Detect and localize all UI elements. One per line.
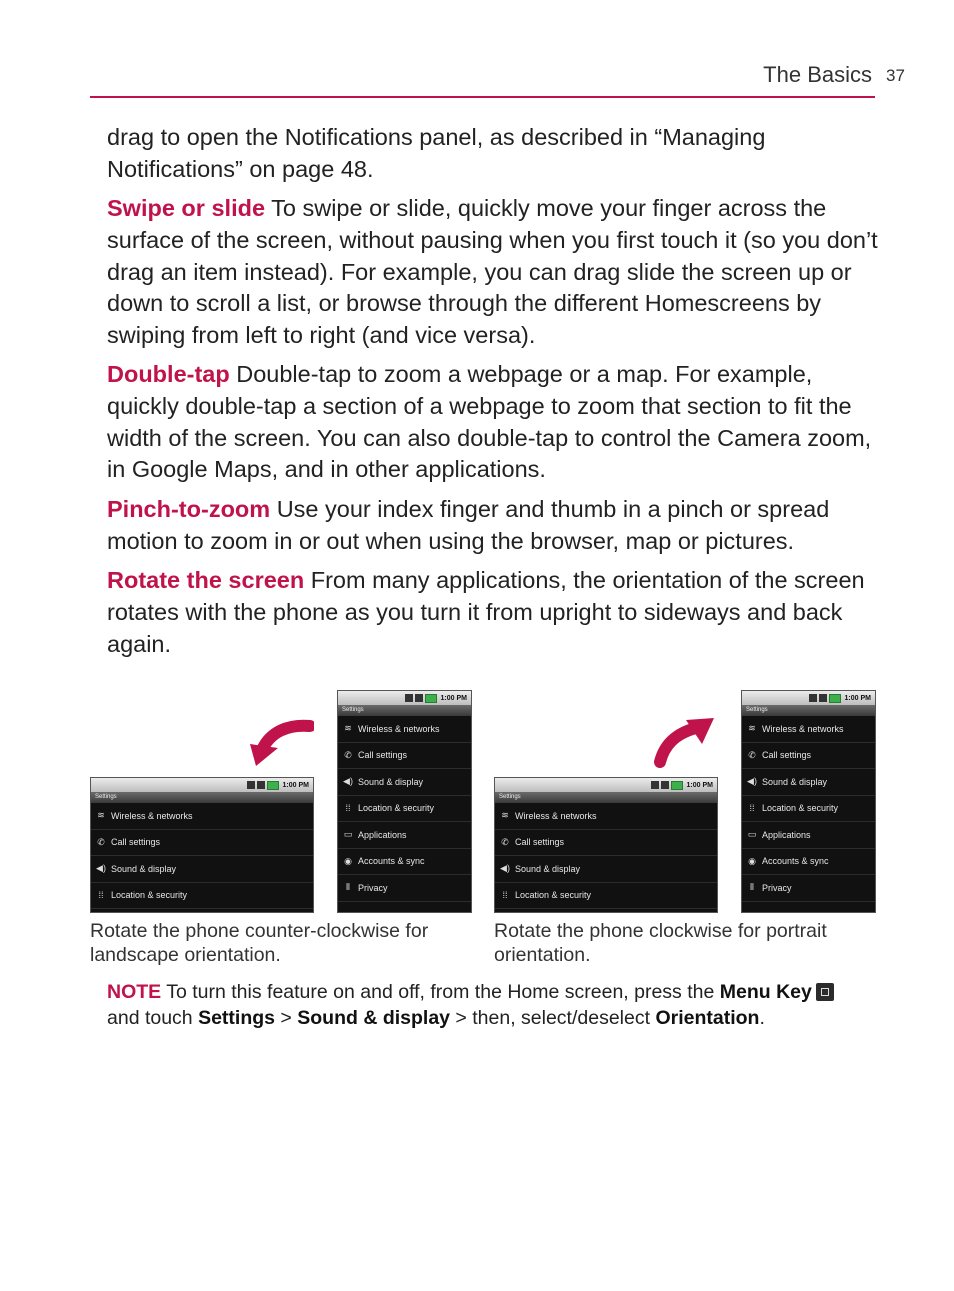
menu-key-label: Menu Key (719, 981, 812, 1003)
row-label: Location & security (515, 890, 592, 901)
wifi-icon: ≋ (97, 810, 105, 821)
row-label: Sound & display (515, 863, 581, 874)
page-number: 37 (886, 66, 905, 85)
row-label: Applications (358, 829, 407, 840)
pinch-text: Use your index finger and thumb in a pinch or spread motion to zoom in or out when using the browser, map or pictures. (107, 496, 830, 554)
sync-icon: ◉ (344, 855, 352, 866)
status-bar (495, 778, 717, 792)
signal-icon (247, 781, 255, 789)
signal-icon (809, 694, 817, 702)
phone-icon: ✆ (748, 749, 756, 760)
sound-display-label: Sound & display (297, 1006, 451, 1029)
signal-icon (651, 781, 659, 789)
row-label: Wireless & networks (515, 810, 597, 821)
row-label: Call settings (358, 750, 408, 761)
status-bar (91, 778, 313, 792)
settings-row (338, 849, 471, 876)
row-label: Privacy (358, 882, 388, 893)
settings-row (742, 769, 875, 796)
row-label: Call settings (515, 837, 565, 848)
row-label: Call settings (111, 837, 161, 848)
landscape-screenshot-left (90, 777, 314, 913)
status-time: 1:00 PM (282, 781, 309, 789)
wifi-icon: ≋ (344, 723, 352, 734)
grid-icon: ⁞⁞ (345, 803, 351, 814)
doubletap-paragraph (107, 359, 882, 486)
settings-row (338, 716, 471, 743)
row-label: Location & security (358, 803, 435, 814)
speaker-icon: ◀) (343, 776, 353, 787)
settings-row (742, 849, 875, 876)
orientation-label: Orientation (655, 1006, 760, 1029)
caption-right: Rotate the phone clockwise for portrait orientation. (494, 920, 827, 966)
phone-icon: ✆ (344, 749, 352, 760)
status-time: 1:00 PM (440, 694, 467, 702)
settings-row (338, 769, 471, 796)
settings-row (495, 830, 717, 857)
settings-row (338, 796, 471, 823)
row-label: Sound & display (358, 776, 424, 787)
header-title: The Basics (763, 62, 872, 87)
row-label: Accounts & sync (762, 856, 829, 867)
settings-row (495, 883, 717, 910)
speaker-icon: ◀) (500, 863, 510, 874)
privacy-icon: ⦀ (750, 882, 754, 893)
privacy-icon: ⦀ (346, 882, 350, 893)
signal-icon (405, 694, 413, 702)
rotate-term: Rotate the screen (107, 567, 305, 593)
battery-icon (671, 781, 683, 790)
network-icon (661, 781, 669, 789)
note-text-1: To turn this feature on and off, from the Home screen, press the (161, 981, 720, 1003)
row-label: Location & security (111, 890, 188, 901)
rotate-paragraph (107, 565, 882, 660)
pinch-paragraph (107, 494, 882, 558)
grid-icon: ⁞⁞ (749, 803, 755, 814)
portrait-screenshot-left (337, 690, 472, 913)
row-label: Wireless & networks (111, 810, 193, 821)
row-label: Wireless & networks (358, 723, 440, 734)
sync-icon: ◉ (748, 855, 756, 866)
apps-icon: ▭ (343, 829, 353, 840)
note-label: NOTE (107, 981, 162, 1003)
status-time: 1:00 PM (844, 694, 871, 702)
network-icon (257, 781, 265, 789)
header-rule (90, 96, 875, 98)
status-time: 1:00 PM (686, 781, 713, 789)
battery-icon (425, 694, 437, 703)
swipe-text: To swipe or slide, quickly move your finger across the surface of the screen, without pausing when you first touch it (so you don’t drag an item instead). For example, you can drag slide the screen up or down to scroll a list, or browse through the different Homescreens by swiping from left to right (and vice versa). (107, 195, 878, 349)
note-text-2: and touch (107, 1006, 199, 1029)
row-label: Location & security (762, 803, 839, 814)
swipe-paragraph (107, 193, 882, 352)
battery-icon (829, 694, 841, 703)
settings-row (91, 856, 313, 883)
rotate-text: From many applications, the orientation of the screen rotates with the phone as you turn it from upright to sideways and back again. (107, 567, 865, 657)
status-bar (338, 691, 471, 705)
row-label: Call settings (762, 750, 812, 761)
clockwise-arrow-icon (652, 716, 718, 768)
counter-clockwise-arrow-icon (248, 718, 314, 768)
row-label: Sound & display (111, 863, 177, 874)
phone-icon: ✆ (501, 836, 509, 847)
network-icon (819, 694, 827, 702)
landscape-screenshot-right (494, 777, 718, 913)
separator: > (275, 1006, 298, 1029)
settings-row (742, 875, 875, 902)
row-label: Applications (762, 829, 811, 840)
settings-row (742, 743, 875, 770)
apps-icon: ▭ (747, 829, 757, 840)
menu-key-icon (816, 983, 834, 1001)
caption-left: Rotate the phone counter-clockwise for landscape orientation. (90, 920, 429, 966)
settings-row (338, 875, 471, 902)
settings-row (338, 822, 471, 849)
row-label: Wireless & networks (762, 723, 844, 734)
settings-row (91, 803, 313, 830)
settings-title: Settings (495, 792, 717, 803)
doubletap-text: Double-tap to zoom a webpage or a map. For example, quickly double-tap a section of a webpage to zoom that section to fit the width of the screen. You can also double-tap to control the Camera zoom, in Google Maps, and in other applications. (107, 361, 872, 483)
settings-row (495, 803, 717, 830)
status-bar (742, 691, 875, 705)
settings-row (742, 822, 875, 849)
speaker-icon: ◀) (747, 776, 757, 787)
doubletap-term: Double-tap (107, 361, 230, 387)
settings-title: Settings (338, 705, 471, 716)
portrait-screenshot-right (741, 690, 876, 913)
settings-title: Settings (742, 705, 875, 716)
row-label: Accounts & sync (358, 856, 425, 867)
settings-row (495, 856, 717, 883)
settings-row (742, 796, 875, 823)
grid-icon: ⁞⁞ (502, 890, 508, 901)
intro-paragraph: drag to open the Notifications panel, as described in “Managing Notifications” on page 48. (107, 124, 766, 182)
settings-title: Settings (91, 792, 313, 803)
settings-label: Settings (198, 1006, 276, 1029)
grid-icon: ⁞⁞ (98, 890, 104, 901)
wifi-icon: ≋ (748, 723, 756, 734)
settings-row (91, 830, 313, 857)
row-label: Privacy (762, 882, 792, 893)
pinch-term: Pinch-to-zoom (107, 496, 271, 522)
wifi-icon: ≋ (501, 810, 509, 821)
battery-icon (267, 781, 279, 790)
note-text-3: > then, select/deselect (450, 1006, 656, 1029)
speaker-icon: ◀) (96, 863, 106, 874)
note-block (107, 980, 867, 1031)
note-end: . (759, 1006, 765, 1029)
swipe-term: Swipe or slide (107, 195, 266, 221)
network-icon (415, 694, 423, 702)
phone-icon: ✆ (97, 836, 105, 847)
settings-row (742, 716, 875, 743)
row-label: Sound & display (762, 776, 828, 787)
settings-row (338, 743, 471, 770)
settings-row (91, 883, 313, 910)
